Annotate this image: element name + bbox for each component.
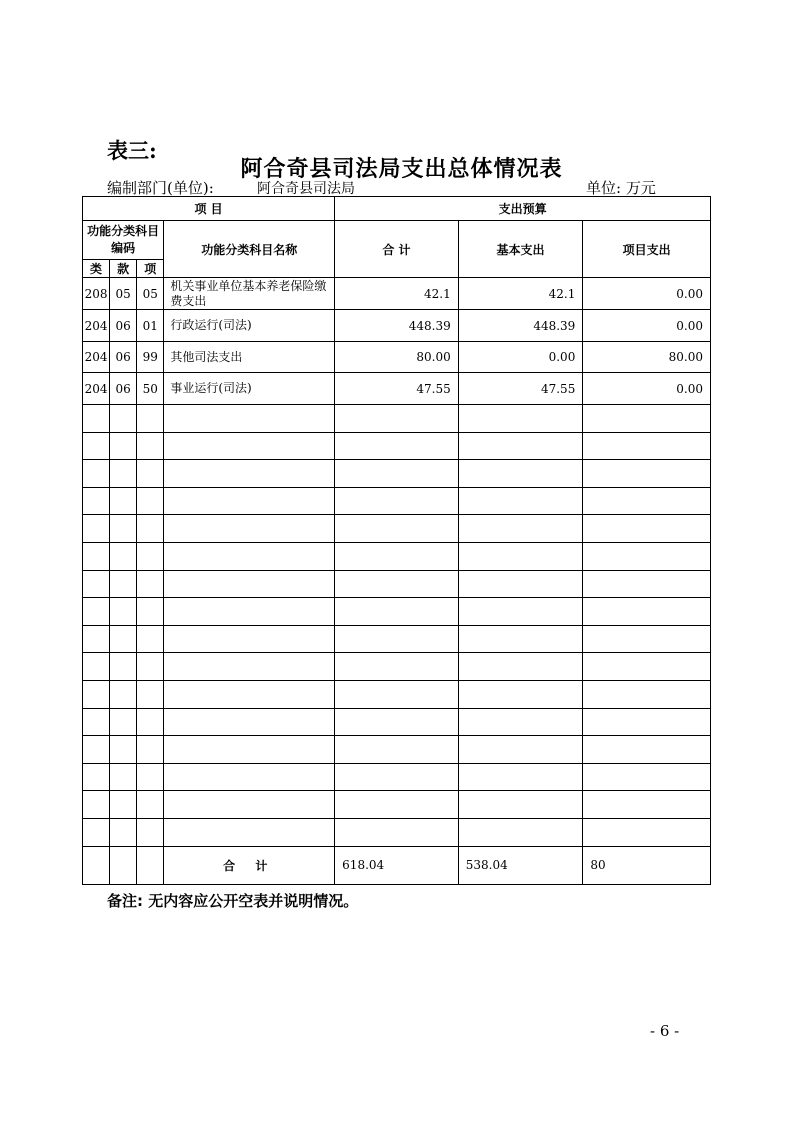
page-title: 阿合奇县司法局支出总体情况表: [240, 156, 563, 182]
empty-cell: [583, 598, 711, 626]
empty-cell: [137, 653, 164, 681]
empty-cell: [458, 515, 583, 543]
empty-cell: [458, 460, 583, 488]
empty-cell: [335, 763, 459, 791]
header-kuan: 款: [110, 260, 137, 278]
table-row: [83, 278, 711, 310]
empty-cell: [458, 763, 583, 791]
empty-cell: [583, 791, 711, 819]
empty-cell: [335, 625, 459, 653]
empty-cell: [110, 846, 137, 884]
empty-cell: [335, 598, 459, 626]
table-row: [83, 373, 711, 405]
cell-total: 80.00: [335, 342, 459, 373]
empty-cell: [583, 763, 711, 791]
empty-cell: [110, 680, 137, 708]
empty-cell: [83, 598, 110, 626]
footnote: 备注: 无内容应公开空表并说明情况。: [107, 892, 359, 910]
empty-cell: [335, 736, 459, 764]
empty-cell: [583, 487, 711, 515]
empty-cell: [164, 763, 335, 791]
cell-xiang: 05: [137, 278, 164, 310]
empty-row: [83, 736, 711, 764]
cell-lei: 204: [83, 310, 110, 342]
empty-cell: [83, 791, 110, 819]
empty-cell: [335, 460, 459, 488]
empty-cell: [137, 542, 164, 570]
empty-cell: [164, 818, 335, 846]
empty-cell: [83, 460, 110, 488]
header-xiang: 项: [137, 260, 164, 278]
empty-row: [83, 515, 711, 543]
empty-cell: [164, 680, 335, 708]
empty-row: [83, 432, 711, 460]
empty-cell: [110, 487, 137, 515]
empty-cell: [458, 736, 583, 764]
empty-cell: [458, 570, 583, 598]
empty-row: [83, 598, 711, 626]
empty-cell: [110, 625, 137, 653]
empty-cell: [164, 598, 335, 626]
total-row: [83, 846, 711, 884]
empty-cell: [335, 791, 459, 819]
empty-cell: [583, 818, 711, 846]
empty-cell: [83, 432, 110, 460]
empty-cell: [335, 818, 459, 846]
empty-cell: [83, 846, 110, 884]
cell-total: 448.39: [335, 310, 459, 342]
empty-cell: [110, 515, 137, 543]
page-number: - 6 -: [650, 1022, 680, 1040]
table-row: [83, 342, 711, 373]
empty-cell: [83, 818, 110, 846]
empty-cell: [137, 460, 164, 488]
cell-kuan: 06: [110, 342, 137, 373]
empty-row: [83, 405, 711, 433]
total-label: 合 计: [164, 846, 335, 884]
empty-cell: [164, 432, 335, 460]
cell-total: 42.1: [335, 278, 459, 310]
empty-cell: [335, 405, 459, 433]
empty-cell: [458, 598, 583, 626]
empty-cell: [137, 846, 164, 884]
empty-cell: [583, 680, 711, 708]
empty-cell: [137, 708, 164, 736]
dept-name: 阿合奇县司法局: [257, 181, 355, 197]
empty-cell: [335, 487, 459, 515]
empty-cell: [335, 570, 459, 598]
empty-cell: [583, 570, 711, 598]
cell-basic: 448.39: [458, 310, 583, 342]
empty-cell: [583, 542, 711, 570]
empty-cell: [137, 515, 164, 543]
empty-cell: [164, 542, 335, 570]
empty-cell: [164, 515, 335, 543]
empty-cell: [110, 736, 137, 764]
empty-cell: [583, 653, 711, 681]
expenditure-table: [82, 196, 711, 885]
unit-label: 单位: 万元: [586, 179, 656, 197]
empty-cell: [137, 487, 164, 515]
empty-row: [83, 460, 711, 488]
empty-cell: [164, 487, 335, 515]
cell-name: 其他司法支出: [164, 342, 335, 373]
empty-row: [83, 763, 711, 791]
empty-cell: [83, 708, 110, 736]
cell-kuan: 06: [110, 373, 137, 405]
empty-cell: [83, 680, 110, 708]
empty-cell: [137, 680, 164, 708]
table-label: 表三:: [107, 138, 157, 163]
header-budget: 支出预算: [335, 197, 711, 221]
empty-cell: [137, 791, 164, 819]
header-total: 合 计: [335, 221, 459, 278]
empty-cell: [164, 791, 335, 819]
empty-row: [83, 708, 711, 736]
empty-cell: [110, 708, 137, 736]
empty-cell: [335, 515, 459, 543]
empty-cell: [110, 570, 137, 598]
cell-kuan: 06: [110, 310, 137, 342]
empty-cell: [335, 680, 459, 708]
empty-cell: [164, 708, 335, 736]
header-basic: 基本支出: [458, 221, 583, 278]
cell-lei: 208: [83, 278, 110, 310]
empty-cell: [110, 791, 137, 819]
cell-lei: 204: [83, 373, 110, 405]
empty-cell: [335, 708, 459, 736]
empty-cell: [83, 405, 110, 433]
empty-row: [83, 570, 711, 598]
empty-cell: [458, 542, 583, 570]
empty-cell: [137, 818, 164, 846]
empty-row: [83, 818, 711, 846]
empty-cell: [583, 708, 711, 736]
total-project: 80: [583, 846, 711, 884]
table-row: [83, 310, 711, 342]
empty-cell: [583, 625, 711, 653]
cell-basic: 42.1: [458, 278, 583, 310]
cell-lei: 204: [83, 342, 110, 373]
header-func-name: 功能分类科目名称: [164, 221, 335, 278]
cell-xiang: 50: [137, 373, 164, 405]
empty-cell: [335, 542, 459, 570]
empty-row: [83, 542, 711, 570]
cell-basic: 0.00: [458, 342, 583, 373]
empty-cell: [164, 653, 335, 681]
empty-cell: [458, 818, 583, 846]
empty-cell: [458, 487, 583, 515]
empty-cell: [137, 625, 164, 653]
empty-cell: [583, 515, 711, 543]
empty-cell: [83, 653, 110, 681]
empty-cell: [458, 405, 583, 433]
header-lei: 类: [83, 260, 110, 278]
empty-cell: [137, 405, 164, 433]
empty-cell: [110, 653, 137, 681]
empty-cell: [458, 680, 583, 708]
empty-cell: [110, 818, 137, 846]
empty-row: [83, 791, 711, 819]
empty-cell: [110, 598, 137, 626]
cell-total: 47.55: [335, 373, 459, 405]
empty-row: [83, 680, 711, 708]
total-basic: 538.04: [458, 846, 583, 884]
empty-cell: [164, 625, 335, 653]
empty-cell: [458, 708, 583, 736]
empty-cell: [110, 432, 137, 460]
empty-cell: [83, 625, 110, 653]
cell-name: 事业运行(司法): [164, 373, 335, 405]
empty-cell: [335, 432, 459, 460]
empty-cell: [583, 432, 711, 460]
empty-cell: [110, 763, 137, 791]
empty-cell: [583, 460, 711, 488]
cell-project: 0.00: [583, 278, 711, 310]
empty-cell: [458, 625, 583, 653]
cell-project: 0.00: [583, 310, 711, 342]
header-func-code: 功能分类科目编码: [83, 221, 164, 260]
empty-cell: [137, 763, 164, 791]
dept-prefix: 编制部门(单位):: [107, 179, 214, 197]
total-sum: 618.04: [335, 846, 459, 884]
empty-cell: [164, 460, 335, 488]
header-project: 项 目: [83, 197, 335, 221]
empty-cell: [110, 405, 137, 433]
header-project-exp: 项目支出: [583, 221, 711, 278]
empty-cell: [137, 736, 164, 764]
empty-cell: [458, 432, 583, 460]
empty-cell: [83, 542, 110, 570]
empty-cell: [164, 570, 335, 598]
cell-basic: 47.55: [458, 373, 583, 405]
empty-row: [83, 653, 711, 681]
empty-cell: [458, 791, 583, 819]
empty-cell: [137, 570, 164, 598]
empty-cell: [583, 405, 711, 433]
cell-name: 行政运行(司法): [164, 310, 335, 342]
empty-cell: [83, 570, 110, 598]
empty-cell: [83, 736, 110, 764]
cell-xiang: 01: [137, 310, 164, 342]
empty-row: [83, 625, 711, 653]
empty-cell: [164, 405, 335, 433]
empty-cell: [164, 736, 335, 764]
cell-kuan: 05: [110, 278, 137, 310]
cell-name: 机关事业单位基本养老保险缴费支出: [164, 278, 335, 310]
empty-cell: [110, 542, 137, 570]
empty-cell: [83, 515, 110, 543]
cell-project: 0.00: [583, 373, 711, 405]
cell-project: 80.00: [583, 342, 711, 373]
empty-cell: [83, 487, 110, 515]
empty-cell: [83, 763, 110, 791]
cell-xiang: 99: [137, 342, 164, 373]
empty-cell: [110, 460, 137, 488]
empty-cell: [335, 653, 459, 681]
empty-cell: [137, 598, 164, 626]
empty-cell: [583, 736, 711, 764]
empty-cell: [458, 653, 583, 681]
empty-row: [83, 487, 711, 515]
empty-cell: [137, 432, 164, 460]
